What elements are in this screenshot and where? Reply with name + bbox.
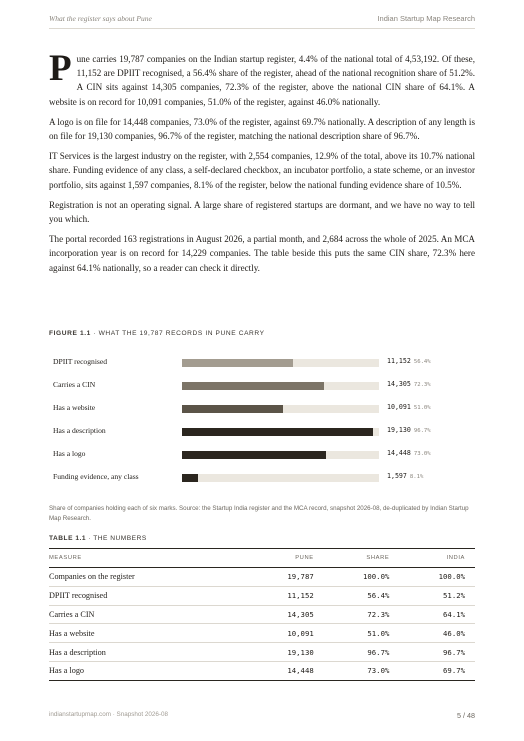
table-number: TABLE 1.1 <box>49 535 86 542</box>
chart-category-label: Carries a CIN <box>53 380 96 389</box>
table-header-row <box>49 549 475 568</box>
pune-cell: 19,130 <box>248 643 324 662</box>
bar-count: 10,091 <box>387 403 411 411</box>
paragraph-1 <box>49 48 475 109</box>
bar-track <box>182 428 379 436</box>
paragraph-2: A logo is on file for 14,448 companies, 73.0% of the register, against 69.7% nationally. A description of any length is on file for 19,130 companies, 96.7% of the register, matching the national description share of 96.7%. <box>49 116 475 142</box>
bar <box>182 428 373 436</box>
paragraph-1-text: une carries 19,787 companies on the Indian startup register, 4.4% of the national total of 4,53,192. Of these, 11,152 are DPIIT recognised, a 56.4% share of the register, ahead of the national recognition share of 51.2%. A CIN sits against 14,305 companies, 72.3% of the register, above the national CIN share of 64.1%. A website is on record for 10,091 companies, 51.0% of the register, against 46.0% nationally. <box>49 54 475 107</box>
india-cell: 96.7% <box>399 643 475 662</box>
bar-value-label <box>387 357 431 365</box>
bar <box>182 405 283 413</box>
figure-label <box>49 330 265 337</box>
chart-row <box>49 467 475 489</box>
bar-count: 11,152 <box>387 357 411 365</box>
measure-cell: DPIIT recognised <box>49 586 248 605</box>
bar-track <box>182 359 379 367</box>
share-cell: 100.0% <box>324 568 400 587</box>
header-section-title: What the register says about Pune <box>49 14 152 23</box>
col-measure: MEASURE <box>49 549 248 568</box>
bar-chart <box>49 348 475 496</box>
measure-cell: Has a logo <box>49 661 248 680</box>
figure-caption: Share of companies holding each of six marks. Source: the Startup India register and the MCA record, snapshot 2026-08, de-duplicated by Indian Startup Map Research. <box>49 505 469 522</box>
paragraph-4: Registration is not an operating signal. A large share of registered startups are dormant, and we have no way to tell you which. <box>49 199 475 225</box>
india-cell: 51.2% <box>399 586 475 605</box>
bar <box>182 359 293 367</box>
col-share: SHARE <box>324 549 400 568</box>
share-cell: 73.0% <box>324 661 400 680</box>
bar-value-label <box>387 426 431 434</box>
pune-cell: 19,787 <box>248 568 324 587</box>
bar-track <box>182 382 379 390</box>
india-cell: 46.0% <box>399 624 475 643</box>
bar-value-label <box>387 449 431 457</box>
bar-share: 8.1% <box>409 474 424 480</box>
chart-row <box>49 444 475 466</box>
pune-cell: 11,152 <box>248 586 324 605</box>
chart-row <box>49 375 475 397</box>
bar-value-label <box>387 472 423 480</box>
measure-cell: Carries a CIN <box>49 605 248 624</box>
india-cell: 100.0% <box>399 568 475 587</box>
bar-share: 96.7% <box>413 428 431 434</box>
bar-track <box>182 405 379 413</box>
bar-track <box>182 451 379 459</box>
table-label <box>49 535 147 542</box>
figure-title: · WHAT THE 19,787 RECORDS IN PUNE CARRY <box>93 330 265 337</box>
bar-share: 56.4% <box>413 359 431 365</box>
table-title: · THE NUMBERS <box>88 535 147 542</box>
bar-share: 73.0% <box>413 451 431 457</box>
bar-count: 14,448 <box>387 449 411 457</box>
table-row <box>49 586 475 605</box>
col-india: INDIA <box>399 549 475 568</box>
table-row <box>49 661 475 680</box>
pune-cell: 14,448 <box>248 661 324 680</box>
numbers-table <box>49 548 475 681</box>
footer-source: indianstartupmap.com · Snapshot 2026-08 <box>49 711 169 718</box>
bar-share: 51.0% <box>413 405 431 411</box>
page-number: 5 / 48 <box>457 711 475 720</box>
col-pune: PUNE <box>248 549 324 568</box>
measure-cell: Has a description <box>49 643 248 662</box>
bar-count: 14,305 <box>387 380 411 388</box>
india-cell: 64.1% <box>399 605 475 624</box>
bar-count: 1,597 <box>387 472 407 480</box>
paragraph-5: The portal recorded 163 registrations in August 2026, a partial month, and 2,684 across the whole of 2025. An MCA incorporation year is on record for 14,229 companies. The table beside this puts the same CIN share, 72.3% here against 64.1% nationally, so a reader can check it directly. <box>49 234 475 273</box>
table-row <box>49 624 475 643</box>
table-row <box>49 568 475 587</box>
india-cell: 69.7% <box>399 661 475 680</box>
figure-number: FIGURE 1.1 <box>49 330 91 337</box>
chart-row <box>49 398 475 420</box>
bar <box>182 474 198 482</box>
bar <box>182 382 324 390</box>
chart-category-label: Has a description <box>53 426 106 435</box>
table-row <box>49 605 475 624</box>
chart-category-label: DPIIT recognised <box>53 357 108 366</box>
share-cell: 72.3% <box>324 605 400 624</box>
share-cell: 96.7% <box>324 643 400 662</box>
header-publisher: Indian Startup Map Research <box>377 14 475 23</box>
chart-category-label: Has a logo <box>53 449 86 458</box>
drop-cap: P <box>49 48 72 89</box>
running-header <box>49 14 475 29</box>
bar-track <box>182 474 379 482</box>
table-row <box>49 643 475 662</box>
chart-category-label: Has a website <box>53 403 96 412</box>
share-cell: 56.4% <box>324 586 400 605</box>
paragraph-3: IT Services is the largest industry on the register, with 2,554 companies, 12.9% of the total, above its 10.7% national share. Funding evidence of any class, a self-declared checkbox, an incubator portfolio, a state scheme, or an investor portfolio, sits against 1,597 companies, 8.1% of the register, below the national funding evidence share of 10.5%. <box>49 151 475 190</box>
measure-cell: Companies on the register <box>49 568 248 587</box>
share-cell: 51.0% <box>324 624 400 643</box>
bar-value-label <box>387 380 431 388</box>
chart-row <box>49 352 475 374</box>
article-body <box>49 48 475 281</box>
bar-value-label <box>387 403 431 411</box>
bar-share: 72.3% <box>413 382 431 388</box>
chart-category-label: Funding evidence, any class <box>53 472 139 481</box>
pune-cell: 14,305 <box>248 605 324 624</box>
pune-cell: 10,091 <box>248 624 324 643</box>
bar-count: 19,130 <box>387 426 411 434</box>
bar <box>182 451 326 459</box>
measure-cell: Has a website <box>49 624 248 643</box>
chart-row <box>49 421 475 443</box>
